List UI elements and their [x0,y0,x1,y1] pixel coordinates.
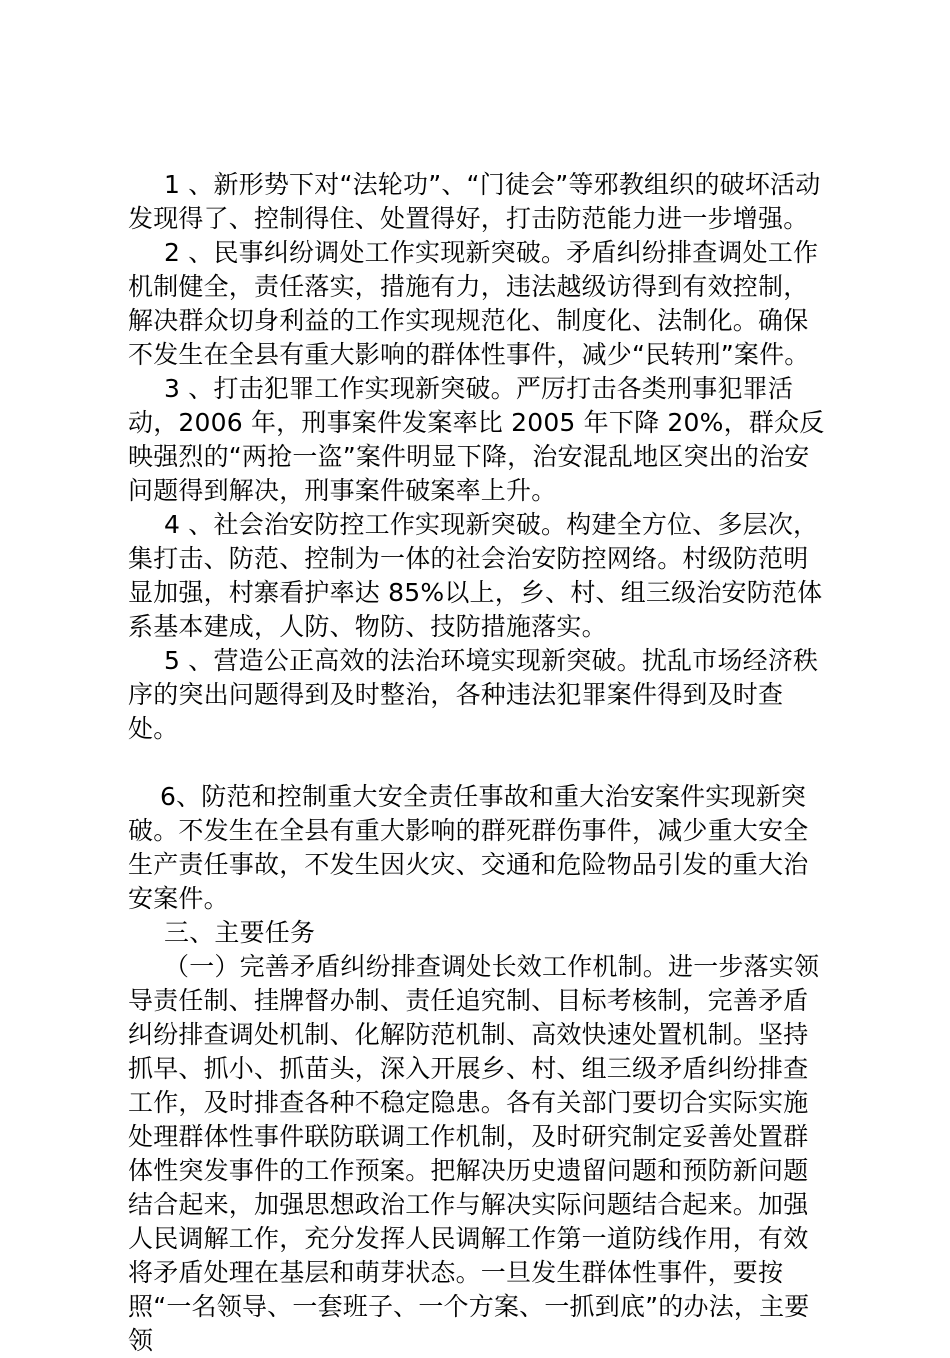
goal-paragraph-4: 4 、社会治安防控工作实现新突破。构建全方位、多层次，集打击、防范、控制为一体的社会治安防控网络。村级防范明显加强，村寨看护率达 85%以上，乡、村、组三级治安防范体系基本建成，人防、物防、技防措施落实。 [128,510,823,641]
goal-paragraph-2: 2 、民事纠纷调处工作实现新突破。矛盾纠纷排查调处工作机制健全，责任落实，措施有力，违法越级访得到有效控制，解决群众切身利益的工作实现规范化、制度化、法制化。确保不发生在全县有重大影响的群体性事件，减少“民转刑”案件。 [128,238,819,369]
task-paragraph-1: （一）完善矛盾纠纷排查调处长效工作机制。进一步落实领导责任制、挂牌督办制、责任追究制、目标考核制，完善矛盾纠纷排查调处机制、化解防范机制、高效快速处置机制。坚持抓早、抓小、抓苗头，深入开展乡、村、组三级矛盾纠纷排查工作，及时排查各种不稳定隐患。各有关部门要切合实际实施处理群体性事件联防联调工作机制，及时研究制定妥善处置群体性突发事件的工作预案。把解决历史遗留问题和预防新问题结合起来，加强思想政治工作与解决实际问题结合起来。加强人民调解工作，充分发挥人民调解工作第一道防线作用，有效将矛盾处理在基层和萌芽状态。一旦发生群体性事件，要按照“一名领导、一套班子、一个方案、一抓到底”的办法，主要领 [128,952,820,1355]
goal-paragraph-6: 6、防范和控制重大安全责任事故和重大治安案件实现新突破。不发生在全县有重大影响的群死群伤事件，减少重大安全生产责任事故，不发生因火灾、交通和危险物品引发的重大治安案件。 [128,782,809,913]
goal-paragraph-1: 1 、新形势下对“法轮功”、“门徒会”等邪教组织的破坏活动发现得了、控制得住、处置得好，打击防范能力进一步增强。 [128,170,821,233]
goal-paragraph-3: 3 、打击犯罪工作实现新突破。严厉打击各类刑事犯罪活动，2006 年，刑事案件发案率比 2005 年下降 20%，群众反映强烈的“两抢一盗”案件明显下降，治安混乱地区突出的治安问题得到解决，刑事案件破案率上升。 [128,374,825,505]
section-heading-main-tasks: 三、主要任务 [164,918,316,947]
document-body [128,168,828,1358]
goal-paragraph-5: 5 、营造公正高效的法治环境实现新突破。扰乱市场经济秩序的突出问题得到及时整治，各种违法犯罪案件得到及时查处。 [128,646,819,743]
